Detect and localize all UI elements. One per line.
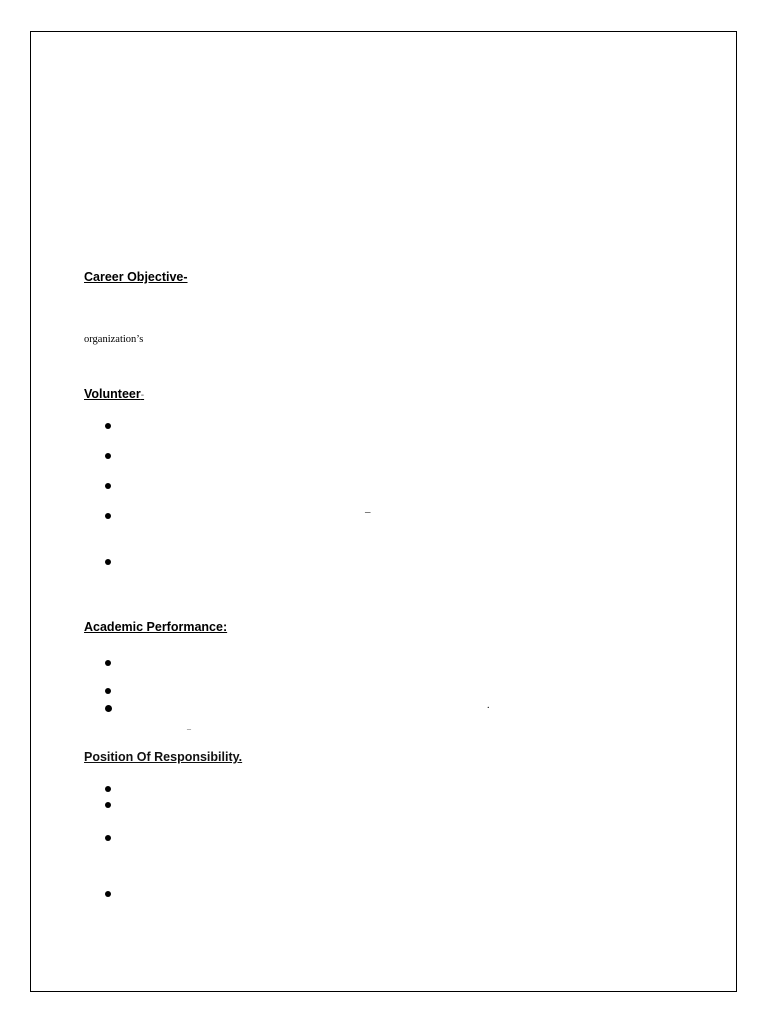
academic-performance-heading: Academic Performance: bbox=[84, 620, 228, 634]
volunteer-bullet-3 bbox=[105, 483, 111, 489]
document-page bbox=[30, 31, 737, 992]
position-of-responsibility-heading: Position Of Responsibility. bbox=[84, 750, 243, 764]
volunteer-heading-tail: - bbox=[140, 390, 145, 401]
volunteer-bullet-2 bbox=[105, 453, 111, 459]
volunteer-bullet-5 bbox=[105, 559, 111, 565]
responsibility-bullet-1 bbox=[105, 786, 111, 792]
volunteer-dash-mark: – bbox=[365, 506, 371, 518]
responsibility-bullet-2 bbox=[105, 802, 111, 808]
career-objective-heading: Career Objective- bbox=[84, 270, 188, 284]
responsibility-bullet-4 bbox=[105, 891, 111, 897]
academic-bullet-3 bbox=[105, 705, 112, 712]
academic-dash-mark: – bbox=[187, 724, 191, 733]
volunteer-heading: Volunteer- bbox=[84, 387, 145, 401]
academic-bullet-2 bbox=[105, 688, 111, 694]
volunteer-bullet-1 bbox=[105, 423, 111, 429]
objective-text: organization’s bbox=[84, 334, 144, 345]
responsibility-bullet-3 bbox=[105, 835, 111, 841]
volunteer-bullet-4 bbox=[105, 513, 111, 519]
academic-bullet-1 bbox=[105, 660, 111, 666]
academic-dot-mark: . bbox=[487, 700, 490, 711]
